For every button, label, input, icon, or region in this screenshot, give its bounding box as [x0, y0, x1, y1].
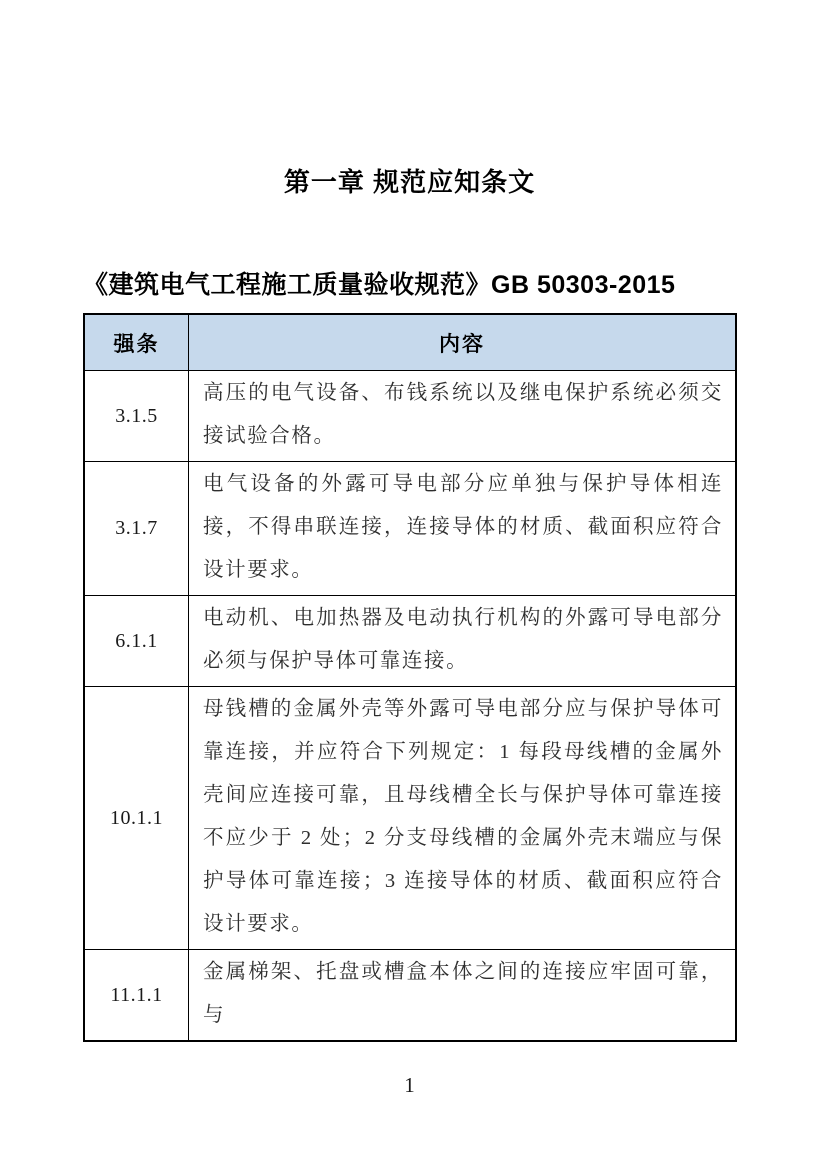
table-row — [84, 950, 736, 1042]
header-cell-code: 强条 — [84, 314, 189, 371]
page-number: 1 — [404, 1073, 415, 1097]
table-row — [84, 596, 736, 687]
provision-code: 6.1.1 — [84, 596, 189, 687]
provision-content: 电动机、电加热器及电动执行机构的外露可导电部分必须与保护导体可靠连接。 — [189, 596, 737, 687]
header-cell-content: 内容 — [189, 314, 737, 371]
provision-content: 电气设备的外露可导电部分应单独与保护导体相连接，不得串联连接，连接导体的材质、截面积应符合设计要求。 — [189, 462, 737, 596]
chapter-title: 第一章 规范应知条文 — [283, 167, 536, 197]
provision-code: 3.1.5 — [84, 371, 189, 462]
table-row — [84, 687, 736, 950]
provisions-table — [83, 313, 737, 1042]
provision-content: 金属梯架、托盘或槽盒本体之间的连接应牢固可靠，与 — [189, 950, 737, 1042]
table-body — [84, 371, 736, 1042]
provision-code: 3.1.7 — [84, 462, 189, 596]
provision-content: 母钱槽的金属外壳等外露可导电部分应与保护导体可靠连接，并应符合下列规定：1 每段母线槽的金属外壳间应连接可靠，且母线槽全长与保护导体可靠连接不应少于 2 处；2 分支母线槽的金属外壳末端应与保护导体可靠连接；3 连接导体的材质、截面积应符合设计要求。 — [189, 687, 737, 950]
provision-code: 11.1.1 — [84, 950, 189, 1042]
table-header-row — [84, 314, 736, 371]
table-row — [84, 462, 736, 596]
table-header — [84, 314, 736, 371]
provision-content: 高压的电气设备、布钱系统以及继电保护系统必须交接试验合格。 — [189, 371, 737, 462]
standard-title: 《建筑电气工程施工质量验收规范》GB 50303-2015 — [83, 271, 676, 299]
table-row — [84, 371, 736, 462]
provision-code: 10.1.1 — [84, 687, 189, 950]
